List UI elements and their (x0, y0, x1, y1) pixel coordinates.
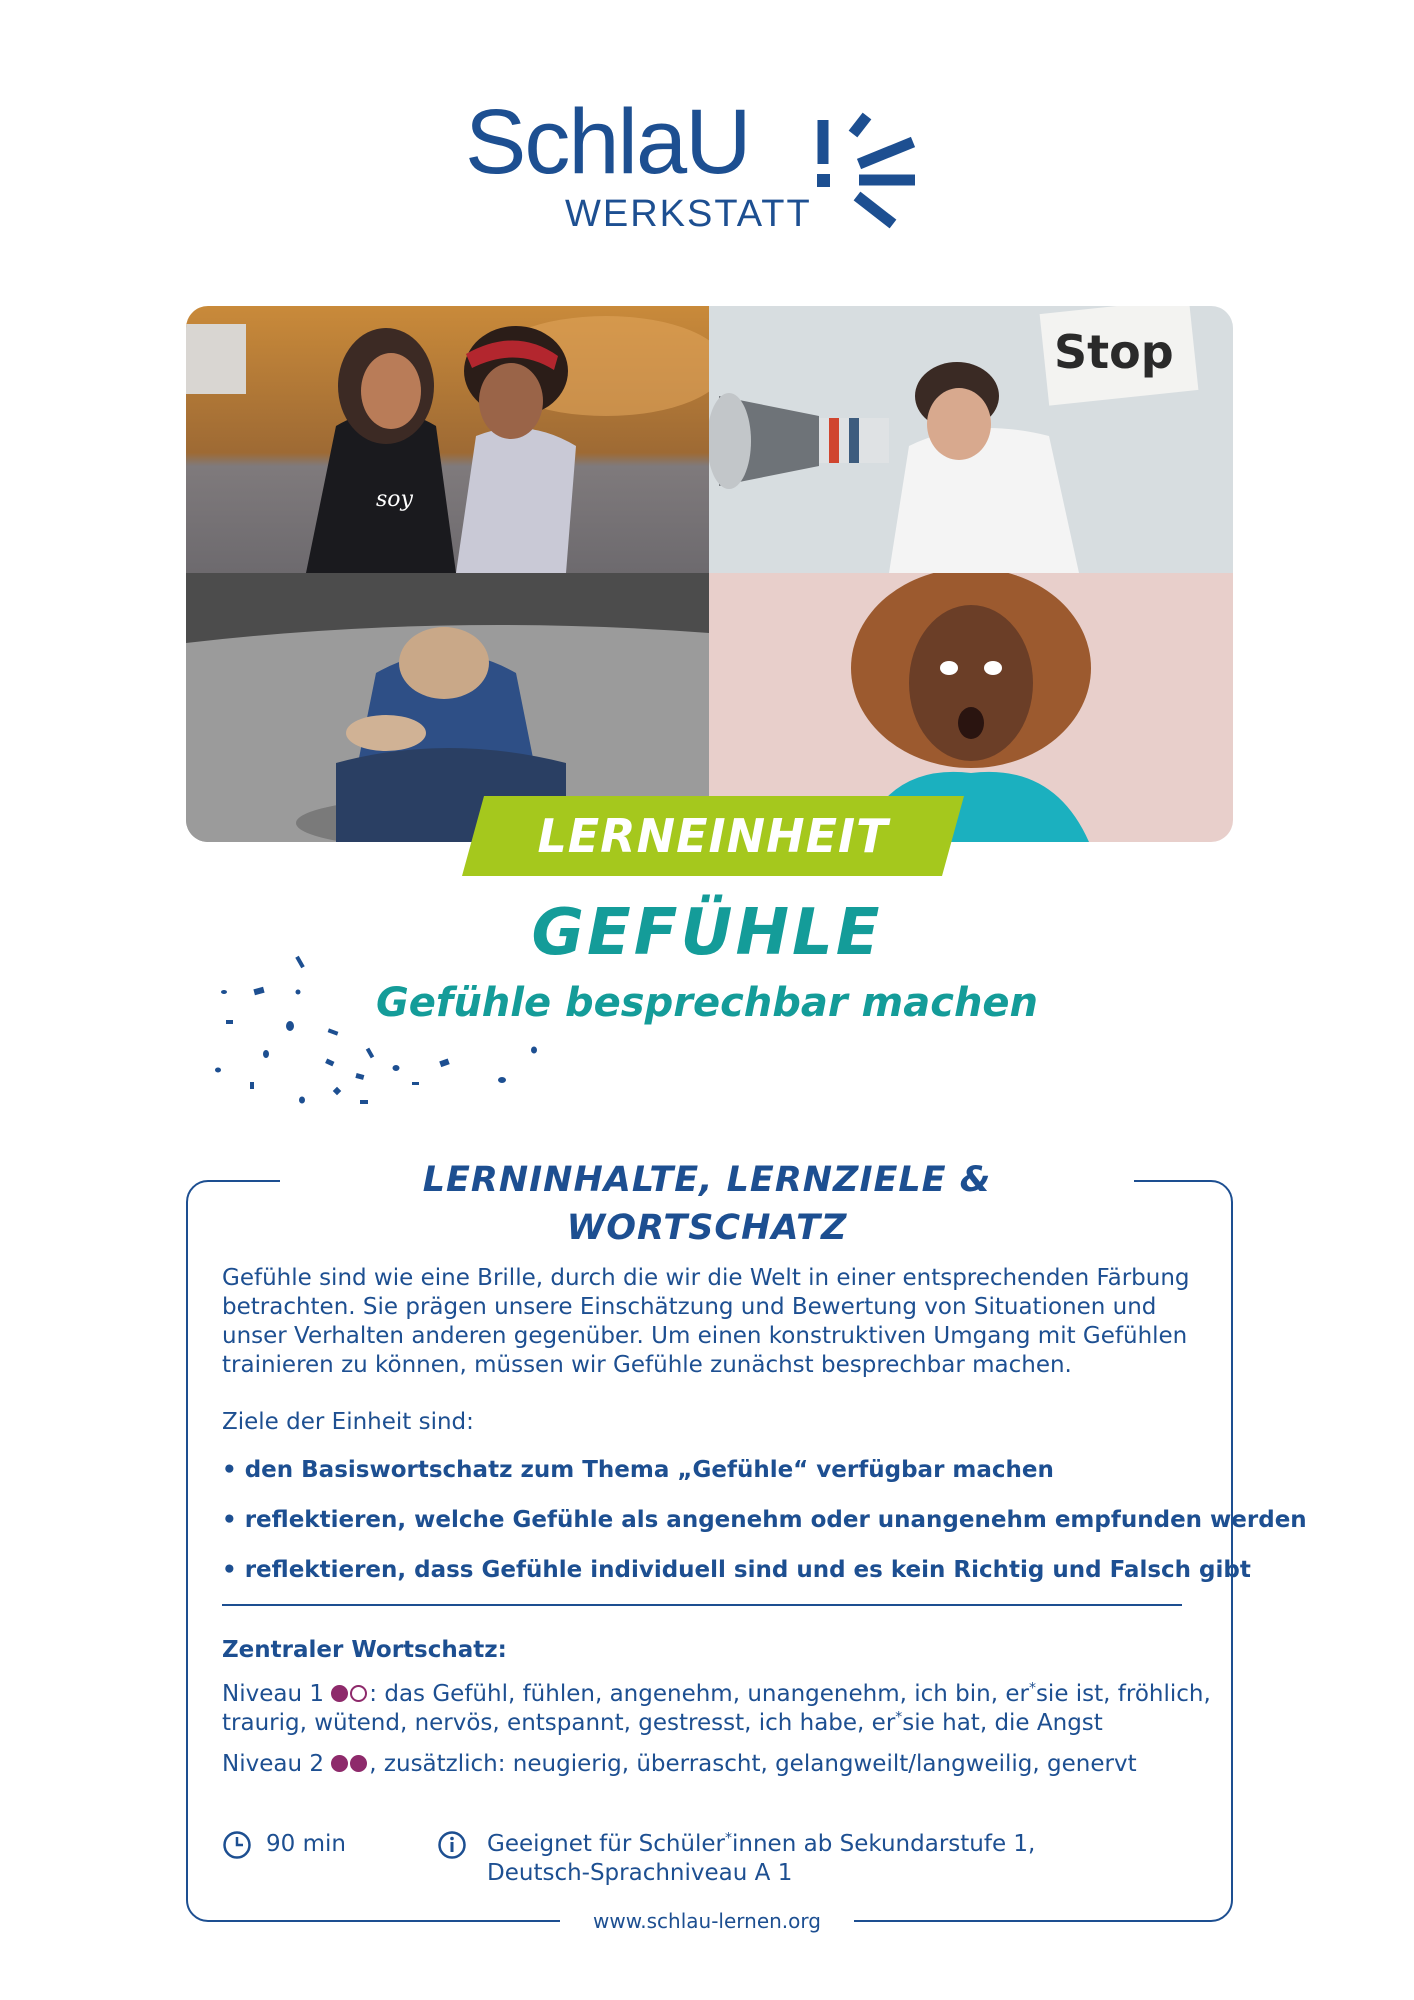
niveau2-vocab (222, 1750, 1222, 1779)
logo-brand-text: SchlaU (465, 91, 750, 193)
niveau1-label: Niveau 1 (222, 1681, 324, 1707)
logo-sub-text: WERKSTATT (565, 193, 812, 235)
box-heading: LERNINHALTE, LERNZIELE & WORTSCHATZ (280, 1156, 1134, 1252)
website-link[interactable]: www.schlau-lernen.org (560, 1906, 854, 1936)
level-dot-filled-icon (331, 1685, 348, 1702)
level-dot-empty-icon (350, 1685, 367, 1702)
info-icon (437, 1830, 467, 1860)
suitability-line1-a: Geeignet für Schüler (487, 1831, 726, 1857)
niveau1-text: : das Gefühl, fühlen, angenehm, unangenehm, ich bin, er (369, 1681, 1029, 1707)
goals-label: Ziele der Einheit sind: (222, 1409, 474, 1435)
level-dot-filled-icon (350, 1755, 367, 1772)
suitability-line1-b: innen ab Sekundarstufe 1, (732, 1831, 1036, 1857)
niveau1-text: sie ist, fröhlich, traurig, wütend, nervös, entspannt, gestresst, ich habe, er (222, 1681, 1211, 1736)
niveau2-label: Niveau 2 (222, 1751, 324, 1777)
suitability-line2: Deutsch-Sprachniveau A 1 (487, 1860, 793, 1886)
goal-item: • reflektieren, welche Gefühle als angenehm oder unangenehm empfunden werden (222, 1507, 1307, 1533)
goal-item: • reflektieren, dass Gefühle individuell sind und es kein Richtig und Falsch gibt (222, 1557, 1251, 1583)
gender-star: * (895, 1709, 903, 1726)
svg-text:soy: soy (376, 487, 413, 512)
page-subtitle: Gefühle besprechbar machen (375, 980, 1039, 1026)
niveau1-text: sie hat, die Angst (902, 1710, 1103, 1736)
duration-text: 90 min (266, 1831, 346, 1857)
suitability-text (487, 1830, 1147, 1888)
niveau2-text: , zusätzlich: neugierig, überrascht, gelangweilt/langweilig, genervt (369, 1751, 1137, 1777)
gender-star: * (1028, 1680, 1036, 1697)
goal-item: • den Basiswortschatz zum Thema „Gefühle“ verfügbar machen (222, 1457, 1054, 1483)
vocab-heading: Zentraler Wortschatz: (222, 1637, 507, 1663)
intro-paragraph: Gefühle sind wie eine Brille, durch die wir die Welt in einer entsprechenden Färbung betrachten. Sie prägen unsere Einschätzung und Bewertung von Situationen und unser Verhalten anderen gegenüber. Um einen konstruktiven Umgang mit Gefühlen trainieren zu können, müssen wir Gefühle zunächst besprechbar machen. (222, 1265, 1190, 1378)
photo-laughing-friends (186, 306, 709, 573)
niveau1-vocab (222, 1680, 1222, 1738)
confetti-decoration (210, 950, 550, 1120)
page-title: GEFÜHLE (531, 896, 883, 970)
schlau-logo (465, 92, 925, 252)
lerneinheit-banner (462, 796, 964, 876)
level-dot-filled-icon (331, 1755, 348, 1772)
svg-text:Stop: Stop (1054, 325, 1174, 379)
photo-protest-megaphone (709, 306, 1233, 573)
gender-star: * (725, 1830, 733, 1847)
clock-icon (222, 1830, 252, 1860)
banner-label: LERNEINHEIT (537, 809, 889, 863)
logo-rays-icon (813, 112, 923, 232)
photo-collage (186, 306, 1233, 842)
section-divider (222, 1604, 1182, 1606)
